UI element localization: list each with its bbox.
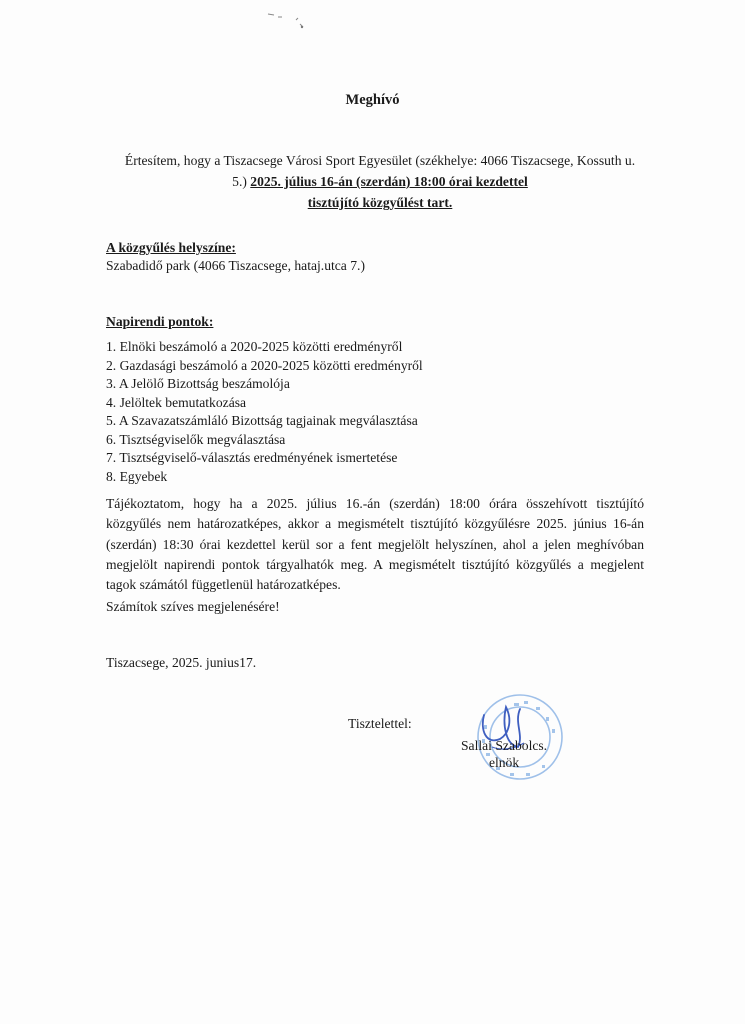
venue-heading: A közgyűlés helyszíne: bbox=[106, 240, 236, 255]
signer-block bbox=[461, 737, 547, 771]
info-line: közgyűlés nem határozatképes, akkor a megismételt tisztújító közgyűlésre 2025. június 16-án bbox=[106, 516, 644, 532]
closing-line: Számítok szíves megjelenésére! bbox=[106, 599, 280, 614]
info-paragraph bbox=[106, 494, 644, 595]
info-line: tagok számától függetlenül határozatképes. bbox=[106, 577, 341, 593]
intro-line-2 bbox=[110, 171, 650, 192]
intro-paragraph bbox=[110, 150, 650, 213]
place-date: Tiszacsege, 2025. junius17. bbox=[106, 655, 257, 670]
agenda-item: 8. Egyebek bbox=[106, 468, 168, 484]
agenda-heading: Napirendi pontok: bbox=[106, 314, 214, 329]
venue-text: Szabadidő park (4066 Tiszacsege, hataj.utca 7.) bbox=[106, 258, 365, 273]
signer-role: elnök bbox=[488, 755, 520, 770]
info-line: megjelölt napirendi pontok tárgyalhatók meg. A megismételt tisztújító közgyűlés a megjelent bbox=[106, 556, 644, 572]
document-title: Meghívó bbox=[345, 92, 400, 108]
agenda-item: 5. A Szavazatszámláló Bizottság tagjainak megválasztása bbox=[106, 413, 418, 428]
intro-line-2-plain: 5.) bbox=[232, 174, 251, 189]
agenda-item: 1. Elnöki beszámoló a 2020-2025 közötti eredményről bbox=[106, 339, 403, 354]
agenda-item: 7. Tisztségviselő-választás eredményének ismertetése bbox=[106, 450, 398, 465]
meeting-type: tisztújító közgyűlést tart. bbox=[307, 195, 453, 210]
info-line: Tájékoztatom, hogy ha a 2025. július 16.-án (szerdán) 18:00 órára összehívott tisztújító bbox=[106, 496, 644, 511]
regards-label: Tisztelettel: bbox=[348, 716, 412, 731]
agenda-item: 2. Gazdasági beszámoló a 2020-2025 közötti eredményről bbox=[106, 357, 423, 373]
scan-specks bbox=[0, 0, 745, 60]
agenda-list bbox=[106, 338, 423, 486]
agenda-item: 3. A Jelölő Bizottság beszámolója bbox=[106, 376, 290, 391]
intro-line-1: Értesítem, hogy a Tiszacsege Városi Sport Egyesület (székhelye: 4066 Tiszacsege, Kossuth u. bbox=[124, 153, 636, 168]
agenda-item: 4. Jelöltek bemutatkozása bbox=[106, 394, 247, 410]
signer-name: Sallai Szabolcs. bbox=[461, 738, 548, 753]
info-line: (szerdán) 18:30 órai kezdettel kerül sor a fent megjelölt helyszínen, ahol a jelen meghívóban bbox=[106, 536, 644, 552]
agenda-item: 6. Tisztségviselők megválasztása bbox=[106, 431, 286, 447]
meeting-date-time: 2025. július 16-án (szerdán) 18:00 órai kezdettel bbox=[250, 174, 528, 189]
